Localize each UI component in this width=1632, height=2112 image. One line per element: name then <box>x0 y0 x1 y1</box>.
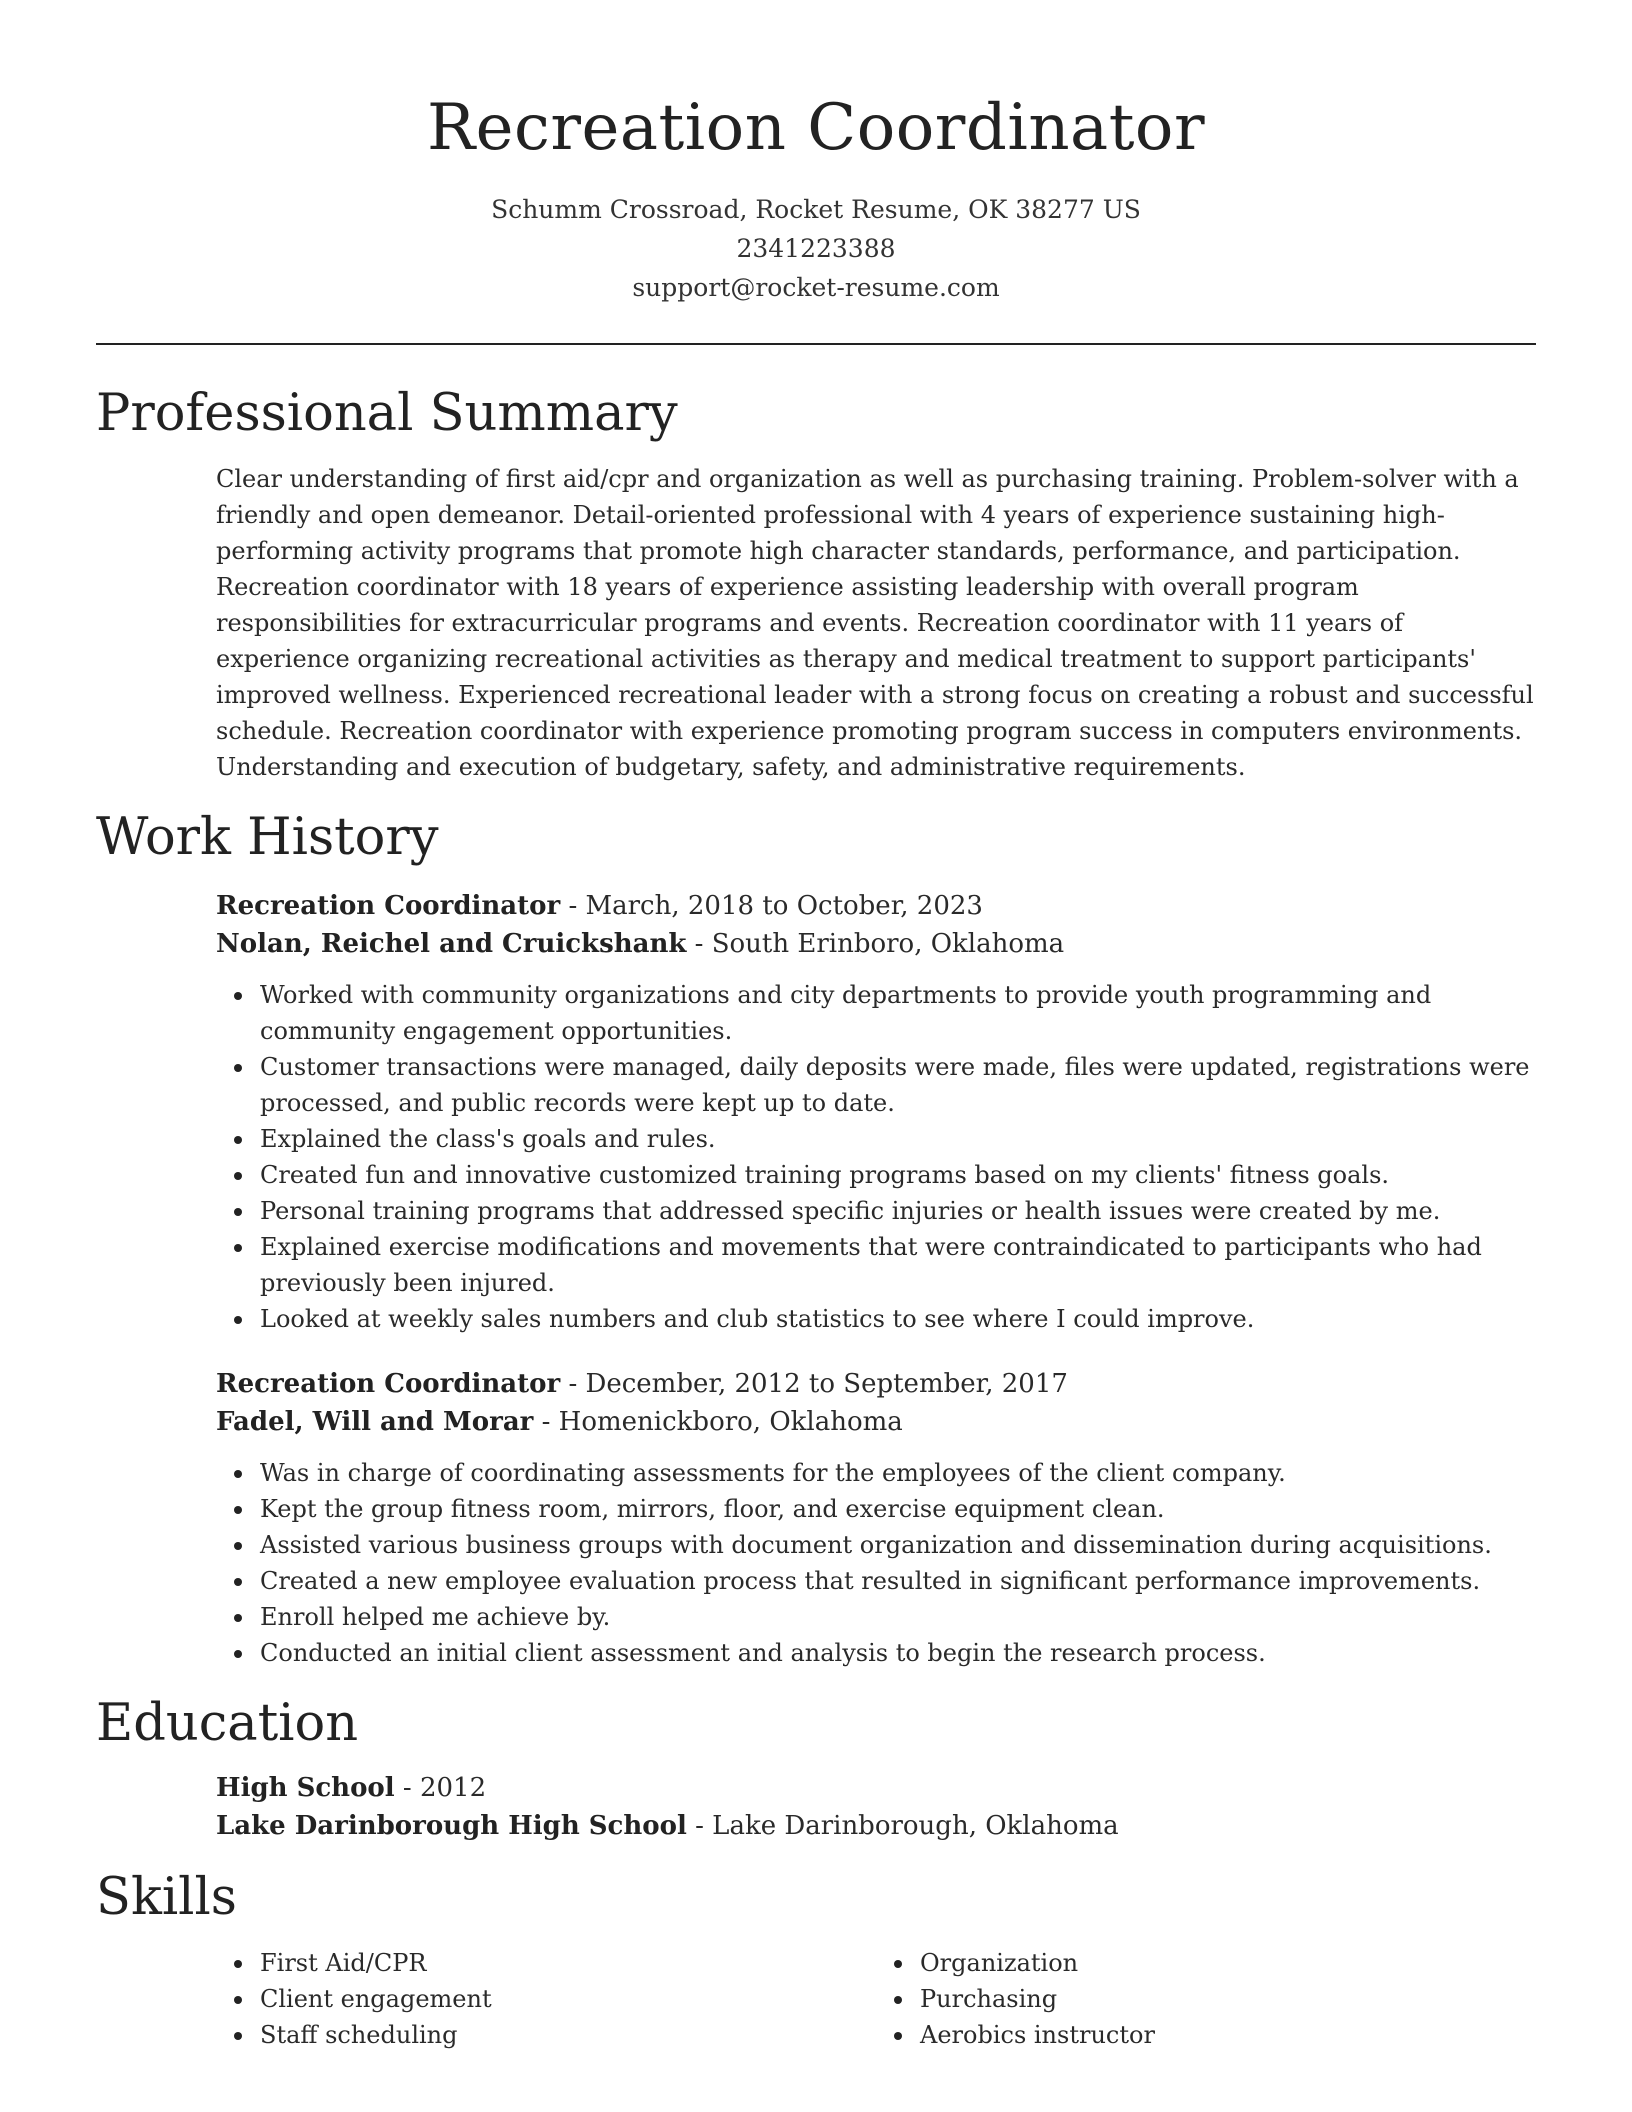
duty-item: Explained exercise modifications and movements that were contraindicated to participants who had previously been injured. <box>260 1229 1536 1301</box>
skills-column-right <box>876 1945 1536 2053</box>
duty-item: Was in charge of coordinating assessments for the employees of the client company. <box>260 1455 1536 1491</box>
duty-item: Customer transactions were managed, daily deposits were made, files were updated, registrations were processed, and public records were kept up to date. <box>260 1049 1536 1121</box>
education-year: - 2012 <box>394 1773 487 1803</box>
education-degree: High School <box>216 1773 395 1803</box>
job-title-line <box>216 887 1536 925</box>
section-title-work-history: Work History <box>96 808 439 867</box>
resume-page <box>96 0 1536 2053</box>
duty-item: Looked at weekly sales numbers and club statistics to see where I could improve. <box>260 1301 1536 1337</box>
duty-item: Kept the group fitness room, mirrors, floor, and exercise equipment clean. <box>260 1491 1536 1527</box>
skill-item: Organization <box>920 1945 1536 1981</box>
duty-item: Created fun and innovative customized training programs based on my clients' fitness goals. <box>260 1157 1536 1193</box>
job-title-line <box>216 1365 1536 1403</box>
section-title-skills: Skills <box>96 1868 237 1927</box>
skill-item: First Aid/CPR <box>260 1945 876 1981</box>
section-title-education: Education <box>96 1694 359 1753</box>
job-company: Nolan, Reichel and Cruickshank <box>216 929 687 959</box>
duty-item: Enroll helped me achieve by. <box>260 1599 1536 1635</box>
header-divider <box>96 343 1536 345</box>
resume-name: Recreation Coordinator <box>426 91 1206 165</box>
job-duties <box>216 1455 1536 1671</box>
education-degree-line <box>216 1769 1536 1807</box>
job-duties <box>216 977 1536 1337</box>
job-company: Fadel, Will and Morar <box>216 1407 534 1437</box>
job-dates: - March, 2018 to October, 2023 <box>560 891 983 921</box>
skills-grid <box>216 1945 1536 2053</box>
job-dates: - December, 2012 to September, 2017 <box>560 1369 1068 1399</box>
job-company-line <box>216 1403 1536 1441</box>
skill-item: Client engagement <box>260 1981 876 2017</box>
duty-item: Created a new employee evaluation process that resulted in significant performance improvements. <box>260 1563 1536 1599</box>
job-company-line <box>216 925 1536 963</box>
duty-item: Personal training programs that addressed specific injuries or health issues were created by me. <box>260 1193 1536 1229</box>
education-school-line <box>216 1807 1536 1845</box>
summary-text: Clear understanding of first aid/cpr and organization as well as purchasing training. Problem-solver with a friendly and open demeanor. Detail-oriented professional with 4 years of experience sustaining high-performing activity programs that promote high character standards, performance, and participation. Recreation coordinator with 18 years of experience assisting leadership with overall program responsibilities for extracurricular programs and events. Recreation coordinator with 11 years of experience organizing recreational activities as therapy and medical treatment to support participants' improved wellness. Experienced recreational leader with a strong focus on creating a robust and successful schedule. Recreation coordinator with experience promoting program success in computers environments. Understanding and execution of budgetary, safety, and administrative requirements. <box>216 465 1534 781</box>
work-history-list <box>216 887 1536 1671</box>
education-school: Lake Darinborough High School <box>216 1811 687 1841</box>
job-entry <box>216 1365 1536 1671</box>
education-entry <box>216 1769 1536 1845</box>
contact-block <box>96 190 1536 307</box>
job-entry <box>216 887 1536 1337</box>
skills-column-left <box>216 1945 876 2053</box>
education-location: - Lake Darinborough, Oklahoma <box>686 1811 1119 1841</box>
job-role: Recreation Coordinator <box>216 891 561 921</box>
resume-header <box>96 0 1536 307</box>
contact-address: Schumm Crossroad, Rocket Resume, OK 38277 US <box>491 195 1141 224</box>
job-role: Recreation Coordinator <box>216 1369 561 1399</box>
duty-item: Worked with community organizations and city departments to provide youth programming and community engagement opportunities. <box>260 977 1536 1049</box>
duty-item: Conducted an initial client assessment and analysis to begin the research process. <box>260 1635 1536 1671</box>
section-title-summary: Professional Summary <box>96 384 678 443</box>
job-location: - South Erinboro, Oklahoma <box>686 929 1065 959</box>
duty-item: Assisted various business groups with document organization and dissemination during acquisitions. <box>260 1527 1536 1563</box>
skill-item: Staff scheduling <box>260 2017 876 2053</box>
skill-item: Aerobics instructor <box>920 2017 1536 2053</box>
contact-phone: 2341223388 <box>736 234 896 263</box>
skill-item: Purchasing <box>920 1981 1536 2017</box>
contact-email: support@rocket-resume.com <box>632 273 1000 302</box>
duty-item: Explained the class's goals and rules. <box>260 1121 1536 1157</box>
job-location: - Homenickboro, Oklahoma <box>533 1407 903 1437</box>
